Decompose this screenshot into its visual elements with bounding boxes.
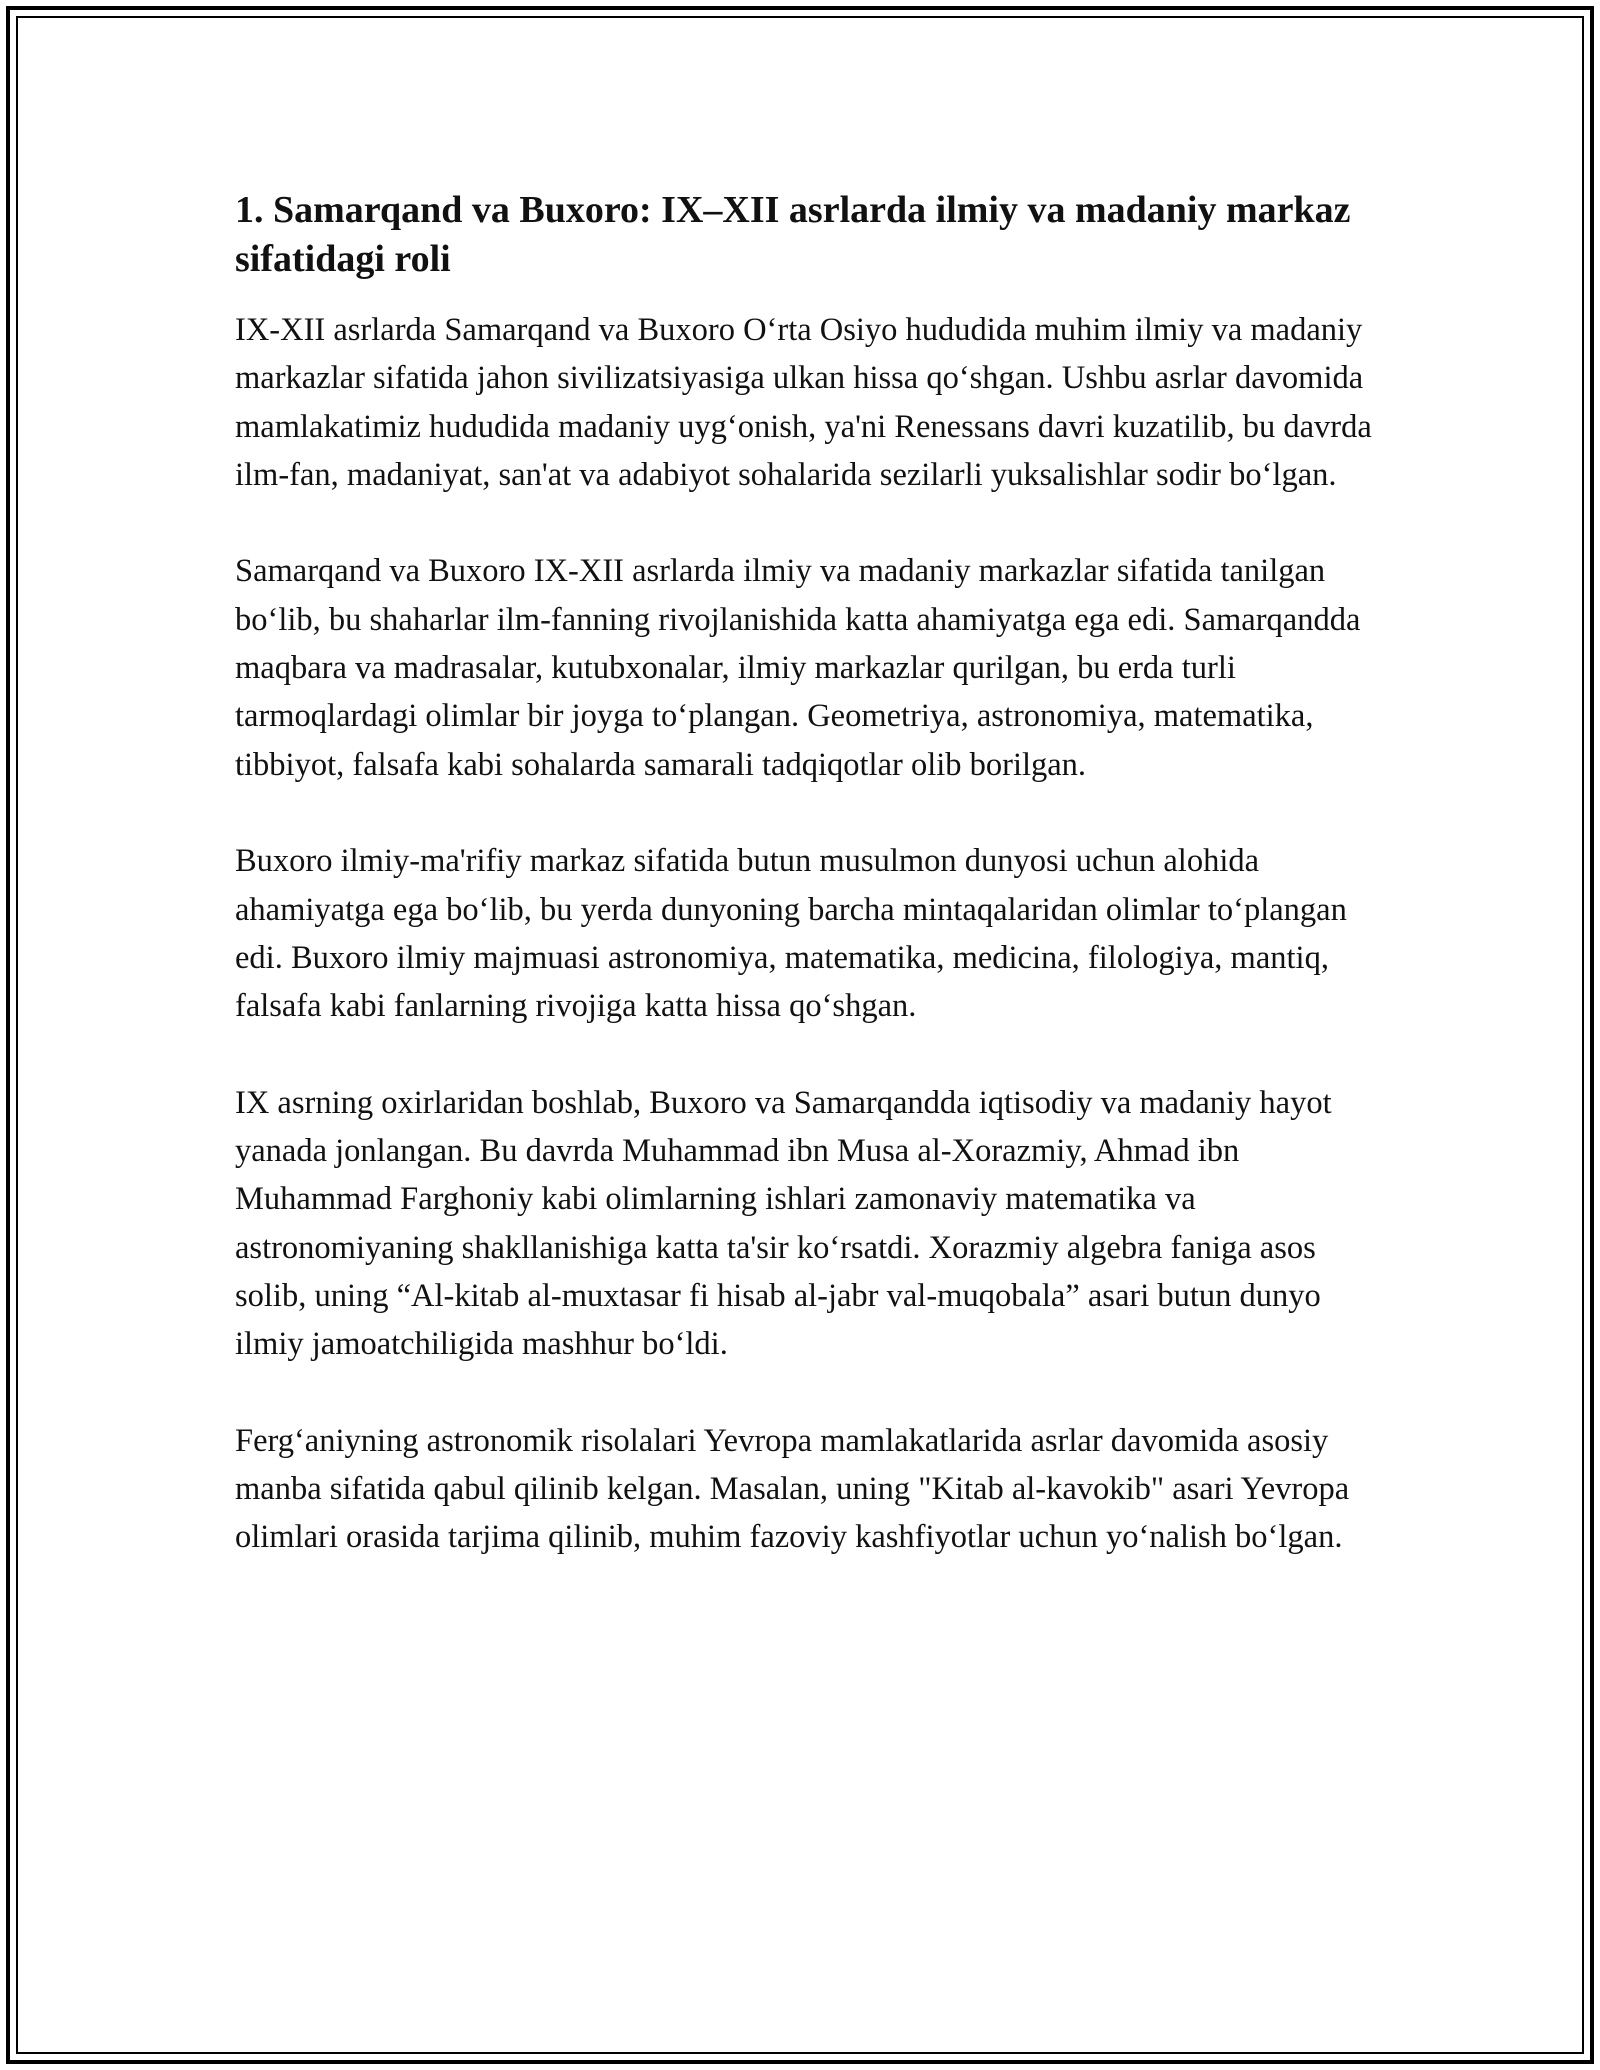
paragraph-5: Ferg‘aniyning astronomik risolalari Yevropa mamlakatlarida asrlar davomida asosiy manba sifatida qabul qilinib kelgan. Masalan, uning "Kitab al-kavokib" asari Yevropa olimlari orasida tarjima qilinib, muhim fazoviy kashfiyotlar uchun yo‘nalish bo‘lgan.	[235, 1422, 1350, 1556]
paragraph-1: IX-XII asrlarda Samarqand va Buxoro O‘rta Osiyo hududida muhim ilmiy va madaniy markazlar sifatida jahon sivilizatsiyasiga ulkan hissa qo‘shgan. Ushbu asrlar davomida mamlakatimiz hududida madaniy uyg‘onish, ya'ni Renessans davri kuzatilib, bu davrda ilm-fan, madaniyat, san'at va adabiyot sohalarida sezilarli yuksalishlar sodir bo‘lgan.	[235, 312, 1372, 493]
document-body	[235, 186, 1375, 1610]
paragraph-4: IX asrning oxirlaridan boshlab, Buxoro va Samarqandda iqtisodiy va madaniy hayot yanada jonlangan. Bu davrda Muhammad ibn Musa al-Xorazmiy, Ahmad ibn Muhammad Farghoniy kabi olimlarning ishlari zamonaviy matematika va astronomiyaning shakllanishiga katta ta'sir ko‘rsatdi. Xorazmiy algebra faniga asos solib, uning “Al-kitab al-muxtasar fi hisab al-jabr val-muqobala” asari butun dunyo ilmiy jamoatchiligida mashhur bo‘ldi.	[235, 1084, 1332, 1363]
section-title: 1. Samarqand va Buxoro: IX–XII asrlarda ilmiy va madaniy markaz sifatidagi roli	[235, 189, 1351, 280]
paragraph-2: Samarqand va Buxoro IX-XII asrlarda ilmiy va madaniy markazlar sifatida tanilgan bo‘lib, bu shaharlar ilm-fanning rivojlanishida katta ahamiyatga ega edi. Samarqandda maqbara va madrasalar, kutubxonalar, ilmiy markazlar qurilgan, bu erda turli tarmoqlardagi olimlar bir joyga to‘plangan. Geometriya, astronomiya, matematika, tibbiyot, falsafa kabi sohalarda samarali tadqiqotlar olib borilgan.	[235, 553, 1361, 783]
paragraph-3: Buxoro ilmiy-ma'rifiy markaz sifatida butun musulmon dunyosi uchun alohida ahamiyatga ega bo‘lib, bu yerda dunyoning barcha mintaqalaridan olimlar to‘plangan edi. Buxoro ilmiy majmuasi astronomiya, matematika, medicina, filologiya, mantiq, falsafa kabi fanlarning rivojiga katta hissa qo‘shgan.	[235, 843, 1347, 1025]
